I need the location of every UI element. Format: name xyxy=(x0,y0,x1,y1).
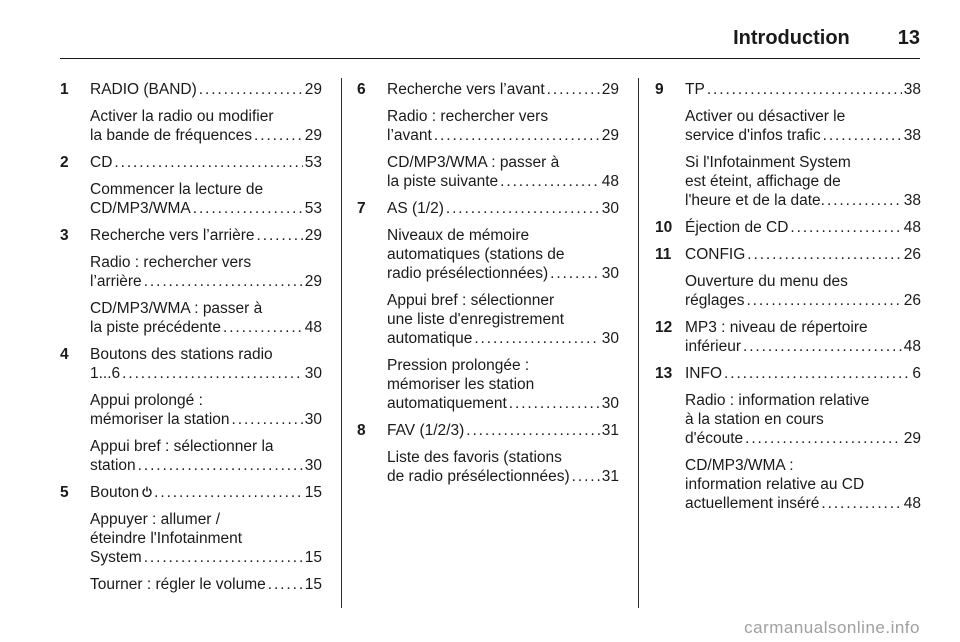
dot-leader xyxy=(572,467,600,486)
entry-text: Appui prolongé : xyxy=(90,392,203,409)
entry-body xyxy=(387,80,619,191)
page-reference: 29 xyxy=(601,81,619,98)
entry-text: FAV (1/2/3) xyxy=(387,422,465,439)
entry-text: Bouton xyxy=(90,484,140,501)
entry-number: 5 xyxy=(60,484,69,501)
entry-line xyxy=(387,448,619,467)
page-reference: 6 xyxy=(912,365,921,382)
entry-text: CD xyxy=(90,154,113,171)
page-reference: 48 xyxy=(903,219,921,236)
entry-line xyxy=(90,126,322,145)
entry-heading xyxy=(685,80,921,99)
page-reference: 53 xyxy=(304,154,322,171)
entry-text: Recherche vers l’arrière xyxy=(90,227,255,244)
index-entry xyxy=(655,364,921,513)
entry-heading xyxy=(90,226,322,245)
entry-body xyxy=(685,318,921,356)
page-header xyxy=(60,18,920,58)
entry-text: la bande de fréquences xyxy=(90,127,253,144)
page-reference: 53 xyxy=(304,200,322,217)
entry-text: Commencer la lecture de xyxy=(90,181,264,198)
entry-description xyxy=(90,299,322,337)
dot-leader xyxy=(509,394,600,413)
entry-line xyxy=(90,253,322,272)
entry-text: Radio : information relative xyxy=(685,392,870,409)
dot-leader xyxy=(268,575,303,594)
entry-text: réglages xyxy=(685,292,745,309)
dot-leader xyxy=(724,364,910,383)
dot-leader xyxy=(466,421,600,440)
index-entry xyxy=(655,318,921,356)
dot-leader xyxy=(743,337,902,356)
page-reference: 48 xyxy=(903,495,921,512)
page-reference: 15 xyxy=(304,484,322,501)
entry-line xyxy=(685,107,921,126)
page-reference: 26 xyxy=(903,246,921,263)
index-entry xyxy=(60,345,322,475)
entry-text: Boutons des stations radio xyxy=(90,346,273,363)
entry-body xyxy=(685,80,921,210)
entry-line xyxy=(387,421,619,440)
entry-description xyxy=(685,391,921,448)
entry-line xyxy=(90,529,322,548)
dot-leader xyxy=(821,494,901,513)
entry-text: service d'infos trafic xyxy=(685,127,821,144)
entry-line xyxy=(90,548,322,567)
entry-line xyxy=(685,80,921,99)
entry-text: Radio : rechercher vers xyxy=(90,254,252,271)
entry-line xyxy=(685,456,921,475)
entry-number: 4 xyxy=(60,346,69,363)
entry-line xyxy=(90,410,322,429)
entry-text: automatiques (stations de xyxy=(387,246,565,263)
dot-leader xyxy=(232,410,303,429)
entry-heading xyxy=(387,421,619,440)
entry-line xyxy=(685,153,921,172)
dot-leader xyxy=(254,126,303,145)
dot-leader xyxy=(154,483,303,502)
page-reference: 48 xyxy=(903,338,921,355)
dot-leader xyxy=(790,218,901,237)
entry-line xyxy=(387,310,619,329)
dot-leader xyxy=(746,291,901,310)
entry-line xyxy=(387,375,619,394)
index-column-2 xyxy=(357,80,619,494)
entry-text: la piste suivante xyxy=(387,173,499,190)
entry-text: CD/MP3/WMA xyxy=(90,200,191,217)
entry-text: Appui bref : sélectionner la xyxy=(90,438,274,455)
dot-leader xyxy=(122,364,303,383)
page-reference: 31 xyxy=(601,468,619,485)
dot-leader xyxy=(707,80,902,99)
entry-text: Liste des favoris (stations xyxy=(387,449,562,466)
entry-line xyxy=(90,456,322,475)
entry-description xyxy=(387,226,619,283)
dot-leader xyxy=(823,126,902,145)
entry-body xyxy=(685,364,921,513)
entry-text: information relative au CD xyxy=(685,476,865,493)
entry-text: Si l'Infotainment System xyxy=(685,154,851,171)
entry-text: 1...6 xyxy=(90,365,121,382)
page-reference: 30 xyxy=(304,365,322,382)
entry-description xyxy=(685,272,921,310)
index-entry xyxy=(655,245,921,310)
entry-heading xyxy=(685,318,921,356)
page-reference: 38 xyxy=(903,127,921,144)
entry-line xyxy=(685,245,921,264)
page-reference: 31 xyxy=(601,422,619,439)
entry-line xyxy=(685,410,921,429)
entry-number: 11 xyxy=(655,246,672,263)
entry-heading xyxy=(685,245,921,264)
entry-description xyxy=(387,291,619,348)
index-column-3 xyxy=(655,80,921,521)
page-number: 13 xyxy=(897,26,920,49)
entry-description xyxy=(685,107,921,145)
entry-text: Ouverture du menu des xyxy=(685,273,848,290)
entry-text: INFO xyxy=(685,365,723,382)
entry-text: CD/MP3/WMA : passer à xyxy=(90,300,263,317)
entry-line xyxy=(685,337,921,356)
dot-leader xyxy=(257,226,303,245)
entry-line xyxy=(90,391,322,410)
entry-text: Activer ou désactiver le xyxy=(685,108,846,125)
dot-leader xyxy=(474,329,599,348)
dot-leader xyxy=(827,191,902,210)
entry-line xyxy=(685,318,921,337)
page-reference: 30 xyxy=(304,411,322,428)
entry-text: Recherche vers l’avant xyxy=(387,81,545,98)
dot-leader xyxy=(547,80,600,99)
dot-leader xyxy=(434,126,600,145)
entry-text: radio présélectionnées) xyxy=(387,265,549,282)
dot-leader xyxy=(144,272,303,291)
entry-line xyxy=(90,199,322,218)
index-entry xyxy=(60,483,322,594)
watermark: carmanualsonline.info xyxy=(744,618,920,637)
entry-text: CD/MP3/WMA : xyxy=(685,457,794,474)
entry-heading xyxy=(387,80,619,99)
page-reference: 38 xyxy=(903,192,921,209)
entry-text: Appuyer : allumer / xyxy=(90,511,221,528)
entry-line xyxy=(90,345,322,364)
entry-text: Radio : rechercher vers xyxy=(387,108,549,125)
entry-body xyxy=(90,80,322,145)
page-reference: 29 xyxy=(903,430,921,447)
page-title: Introduction xyxy=(733,26,850,49)
entry-line xyxy=(90,226,322,245)
entry-heading xyxy=(387,199,619,218)
entry-line xyxy=(685,364,921,383)
entry-text: TP xyxy=(685,81,705,98)
column-divider xyxy=(341,78,342,608)
entry-line xyxy=(90,575,322,594)
entry-line xyxy=(90,483,322,502)
entry-number: 10 xyxy=(655,219,673,236)
dot-leader xyxy=(446,199,600,218)
entry-description xyxy=(387,356,619,413)
page-reference: 29 xyxy=(601,127,619,144)
index-column-1 xyxy=(60,80,322,602)
entry-text: éteindre l'Infotainment xyxy=(90,530,243,547)
entry-description xyxy=(685,153,921,210)
entry-number: 3 xyxy=(60,227,69,244)
entry-number: 7 xyxy=(357,200,366,217)
entry-number: 1 xyxy=(60,81,69,98)
index-entry xyxy=(357,80,619,191)
page-reference: 15 xyxy=(304,576,322,593)
index-entry xyxy=(655,80,921,210)
entry-line xyxy=(387,126,619,145)
entry-body xyxy=(90,483,322,594)
entry-description xyxy=(90,107,322,145)
entry-text: l’avant xyxy=(387,127,432,144)
entry-body xyxy=(90,153,322,218)
page-reference: 30 xyxy=(601,395,619,412)
entry-line xyxy=(387,153,619,172)
entry-line xyxy=(387,356,619,375)
dot-leader xyxy=(223,318,303,337)
entry-text: d'écoute xyxy=(685,430,744,447)
entry-description xyxy=(90,575,322,594)
entry-text: l’arrière xyxy=(90,273,142,290)
entry-line xyxy=(685,191,921,210)
page-reference: 30 xyxy=(304,457,322,474)
page-reference: 38 xyxy=(903,81,921,98)
page-reference: 29 xyxy=(304,273,322,290)
page-reference: 29 xyxy=(304,127,322,144)
entry-body xyxy=(90,226,322,337)
entry-line xyxy=(387,226,619,245)
entry-description xyxy=(387,153,619,191)
entry-line xyxy=(387,199,619,218)
power-icon xyxy=(142,486,152,497)
entry-text: mémoriser les station xyxy=(387,376,535,393)
index-entry xyxy=(60,226,322,337)
entry-description xyxy=(90,391,322,429)
entry-description xyxy=(387,448,619,486)
entry-description xyxy=(90,180,322,218)
page-reference: 29 xyxy=(304,227,322,244)
entry-line xyxy=(90,318,322,337)
entry-text: est éteint, affichage de xyxy=(685,173,841,190)
page-reference: 15 xyxy=(304,549,322,566)
entry-text: la piste précédente xyxy=(90,319,221,336)
entry-line xyxy=(387,467,619,486)
dot-leader xyxy=(138,456,303,475)
entry-line xyxy=(387,172,619,191)
entry-heading xyxy=(685,218,921,237)
entry-line xyxy=(685,475,921,494)
entry-line xyxy=(685,218,921,237)
dot-leader xyxy=(114,153,302,172)
entry-number: 2 xyxy=(60,154,69,171)
entry-line xyxy=(90,437,322,456)
entry-line xyxy=(90,180,322,199)
entry-text: RADIO (BAND) xyxy=(90,81,197,98)
entry-line xyxy=(387,394,619,413)
dot-leader xyxy=(747,245,901,264)
entry-heading xyxy=(90,80,322,99)
page-reference: 30 xyxy=(601,330,619,347)
entry-line xyxy=(90,107,322,126)
entry-heading xyxy=(90,345,322,383)
entry-number: 8 xyxy=(357,422,366,439)
page-reference: 48 xyxy=(304,319,322,336)
entry-description xyxy=(685,456,921,513)
entry-text: automatique xyxy=(387,330,473,347)
entry-line xyxy=(90,80,322,99)
entry-description xyxy=(90,437,322,475)
entry-text: à la station en cours xyxy=(685,411,824,428)
page-reference: 26 xyxy=(903,292,921,309)
entry-body xyxy=(387,421,619,486)
entry-description xyxy=(90,253,322,291)
entry-line xyxy=(387,245,619,264)
entry-heading xyxy=(685,364,921,383)
entry-text: MP3 : niveau de répertoire xyxy=(685,319,868,336)
entry-number: 6 xyxy=(357,81,366,98)
page-reference: 29 xyxy=(304,81,322,98)
entry-number: 9 xyxy=(655,81,664,98)
entry-line xyxy=(90,364,322,383)
entry-text: mémoriser la station xyxy=(90,411,230,428)
page-reference: 48 xyxy=(601,173,619,190)
index-entry xyxy=(655,218,921,237)
dot-leader xyxy=(193,199,303,218)
entry-text: l'heure et de la date. xyxy=(685,192,825,209)
entry-body xyxy=(387,199,619,413)
dot-leader xyxy=(745,429,902,448)
page-reference: 30 xyxy=(601,265,619,282)
dot-leader xyxy=(144,548,303,567)
entry-heading xyxy=(90,153,322,172)
entry-text: une liste d'enregistrement xyxy=(387,311,565,328)
entry-text: actuellement inséré xyxy=(685,495,820,512)
entry-line xyxy=(685,272,921,291)
entry-text: station xyxy=(90,457,136,474)
entry-number: 12 xyxy=(655,319,673,336)
entry-line xyxy=(90,299,322,318)
dot-leader xyxy=(199,80,303,99)
entry-line xyxy=(90,272,322,291)
index-entry xyxy=(60,80,322,145)
entry-line xyxy=(685,391,921,410)
entry-text: AS (1/2) xyxy=(387,200,444,217)
entry-body xyxy=(90,345,322,475)
entry-line xyxy=(90,153,322,172)
entry-line xyxy=(387,329,619,348)
entry-text: automatiquement xyxy=(387,395,507,412)
entry-number: 13 xyxy=(655,365,673,382)
entry-body xyxy=(685,245,921,310)
entry-line xyxy=(685,494,921,513)
entry-line xyxy=(685,429,921,448)
entry-line xyxy=(387,264,619,283)
entry-text: de radio présélectionnées) xyxy=(387,468,570,485)
entry-heading xyxy=(90,483,322,502)
entry-body xyxy=(685,218,921,237)
entry-line xyxy=(685,126,921,145)
dot-leader xyxy=(500,172,600,191)
index-entry xyxy=(60,153,322,218)
entry-text: Tourner : régler le volume xyxy=(90,576,266,593)
entry-text: CONFIG xyxy=(685,246,746,263)
entry-line xyxy=(90,510,322,529)
index-entry xyxy=(357,199,619,413)
entry-line xyxy=(387,107,619,126)
entry-line xyxy=(685,172,921,191)
entry-line xyxy=(685,291,921,310)
dot-leader xyxy=(550,264,600,283)
entry-text: inférieur xyxy=(685,338,741,355)
entry-text: CD/MP3/WMA : passer à xyxy=(387,154,560,171)
page-reference: 30 xyxy=(601,200,619,217)
entry-line xyxy=(387,80,619,99)
entry-text: Pression prolongée : xyxy=(387,357,530,374)
column-divider xyxy=(638,78,639,608)
entry-text: Appui bref : sélectionner xyxy=(387,292,555,309)
entry-text: System xyxy=(90,549,142,566)
entry-text: Éjection de CD xyxy=(685,219,789,236)
header-rule xyxy=(60,58,920,59)
entry-line xyxy=(387,291,619,310)
entry-description xyxy=(90,510,322,567)
entry-text: Activer la radio ou modifier xyxy=(90,108,274,125)
entry-text: Niveaux de mémoire xyxy=(387,227,530,244)
entry-description xyxy=(387,107,619,145)
index-entry xyxy=(357,421,619,486)
